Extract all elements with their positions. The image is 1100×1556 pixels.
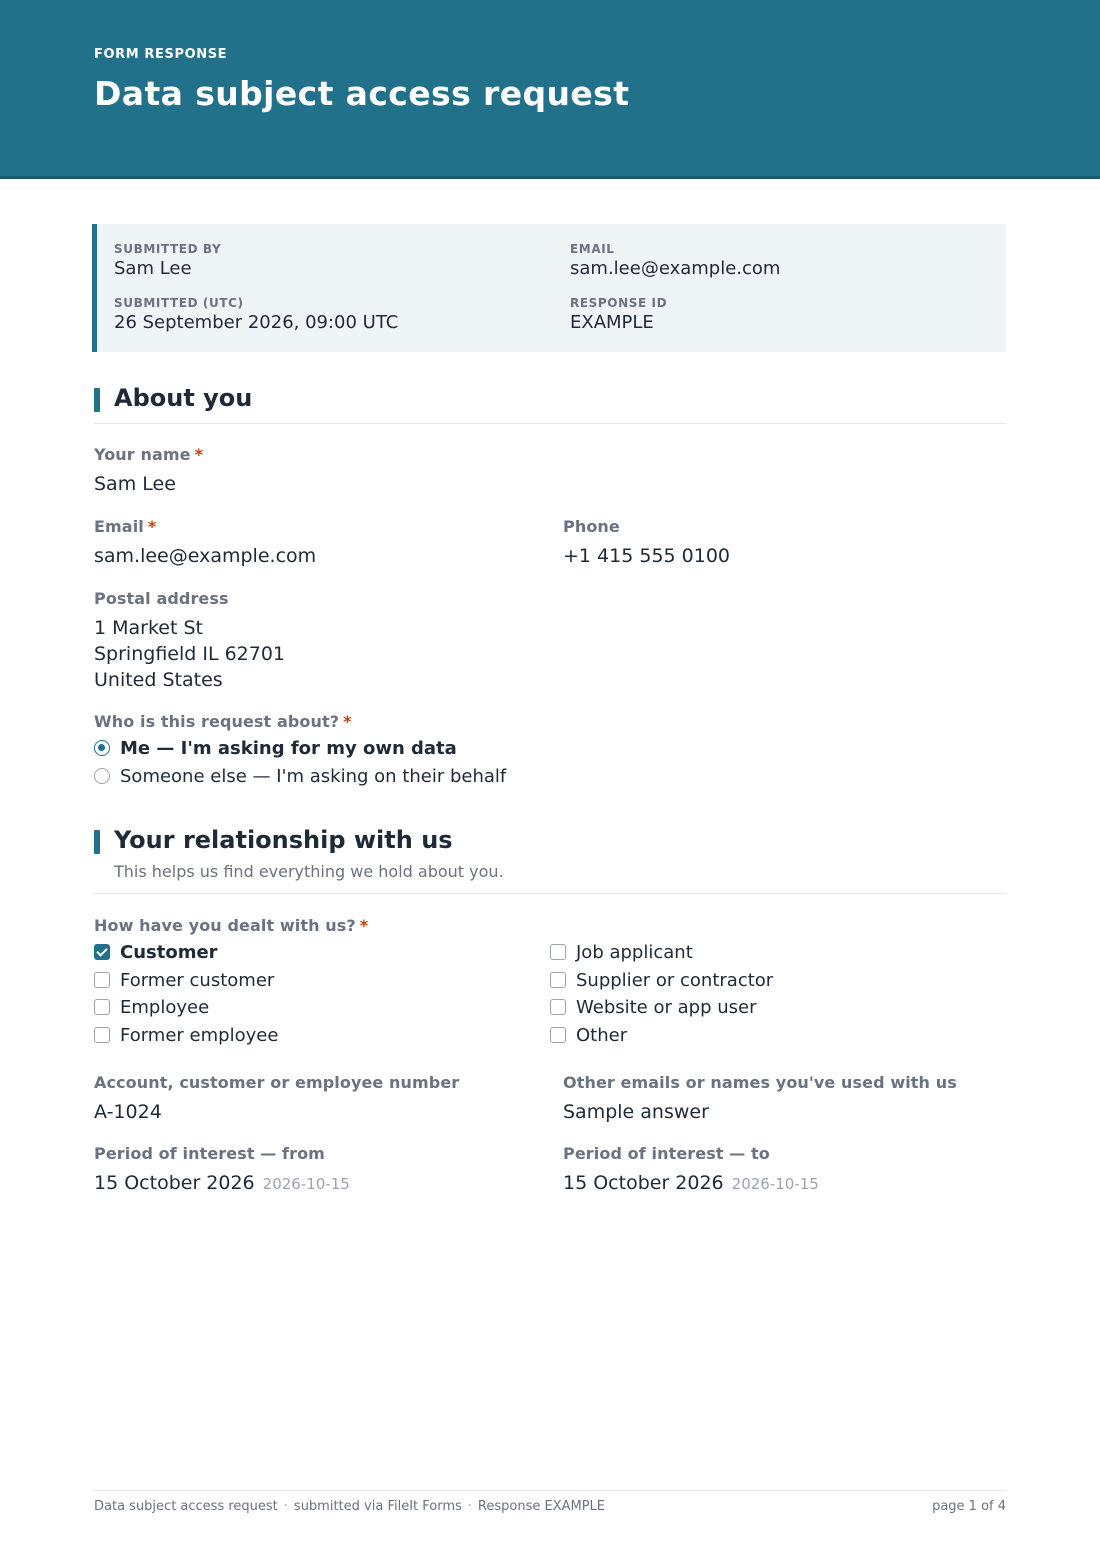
- footer-info: [94, 1499, 605, 1514]
- checkbox-other[interactable]: [550, 1023, 627, 1047]
- checkbox-unchecked-icon: [550, 972, 566, 988]
- address-line: Springfield IL 62701: [94, 643, 286, 665]
- footer-via: submitted via FileIt Forms: [293, 1499, 462, 1514]
- date-iso: 2026-10-15: [262, 1175, 350, 1193]
- field-period-from: [94, 1144, 350, 1197]
- field-label: Period of interest — to: [563, 1144, 770, 1163]
- checkbox-label: Former employee: [120, 1024, 279, 1046]
- field-account-number: [94, 1073, 459, 1125]
- meta-submitted-by-value: Sam Lee: [114, 258, 192, 279]
- page-title: Data subject access request: [94, 74, 630, 113]
- checkbox-customer[interactable]: [94, 940, 218, 964]
- footer-separator: ·: [283, 1499, 288, 1514]
- required-mark: *: [147, 517, 157, 536]
- field-label: Phone: [563, 517, 620, 536]
- section-relationship: [94, 828, 1006, 894]
- checkbox-unchecked-icon: [94, 999, 110, 1015]
- field-value: Sample answer: [563, 1101, 709, 1123]
- field-label: Who is this request about? *: [94, 712, 352, 731]
- checkbox-unchecked-icon: [94, 972, 110, 988]
- meta-response-id: [570, 296, 667, 335]
- section-accent-bar: [94, 388, 100, 412]
- meta-submitted-by-label: SUBMITTED BY: [114, 242, 222, 256]
- field-phone: [563, 517, 730, 569]
- field-other-names: [563, 1073, 957, 1125]
- checkbox-unchecked-icon: [94, 1027, 110, 1043]
- required-mark: *: [359, 916, 369, 935]
- field-value: +1 415 555 0100: [563, 545, 731, 567]
- page-header: [0, 0, 1100, 179]
- field-value: A-1024: [94, 1101, 162, 1123]
- field-value: sam.lee@example.com: [94, 545, 317, 567]
- checkbox-unchecked-icon: [550, 999, 566, 1015]
- field-label: Period of interest — from: [94, 1144, 325, 1163]
- checkbox-employee[interactable]: [94, 995, 209, 1019]
- meta-submitted-utc-label: SUBMITTED (UTC): [114, 296, 244, 310]
- field-label: Your name *: [94, 445, 204, 464]
- meta-response-id-value: EXAMPLE: [570, 312, 654, 333]
- field-label: Other emails or names you've used with us: [563, 1073, 957, 1092]
- field-value: [94, 1170, 350, 1197]
- checkbox-label: Customer: [120, 941, 218, 963]
- section-accent-bar: [94, 830, 100, 854]
- field-label: Email *: [94, 517, 157, 536]
- radio-option-label: Me — I'm asking for my own data: [120, 737, 457, 759]
- section-description: This helps us find everything we hold about you.: [114, 862, 504, 881]
- meta-submitted-by: [114, 242, 221, 281]
- checkbox-label: Other: [576, 1024, 628, 1046]
- checkbox-former-customer[interactable]: [94, 968, 274, 992]
- checkbox-unchecked-icon: [550, 1027, 566, 1043]
- checkbox-label: Former customer: [120, 969, 275, 991]
- required-mark: *: [194, 445, 204, 464]
- meta-email: [570, 242, 780, 281]
- checkbox-label: Supplier or contractor: [576, 969, 774, 991]
- checkbox-label: Job applicant: [576, 941, 693, 963]
- footer-doc-title: Data subject access request: [94, 1499, 278, 1514]
- address-line: 1 Market St: [94, 617, 203, 639]
- radio-option-label: Someone else — I'm asking on their behalf: [120, 765, 507, 787]
- field-how-dealt: [94, 916, 368, 936]
- meta-submitted-utc-value: 26 September 2026, 09:00 UTC: [114, 312, 399, 333]
- field-who-request-about: [94, 712, 352, 732]
- meta-submitted-utc: [114, 296, 398, 335]
- field-value: Sam Lee: [94, 473, 176, 495]
- form-response-kicker: FORM RESPONSE: [94, 47, 228, 62]
- date-long: 15 October 2026: [94, 1172, 255, 1194]
- checkbox-former-employee[interactable]: [94, 1023, 278, 1047]
- field-label: How have you dealt with us? *: [94, 916, 369, 935]
- date-iso: 2026-10-15: [731, 1175, 819, 1193]
- section-title: About you: [114, 384, 253, 412]
- submission-meta-panel: [92, 224, 1006, 352]
- checkbox-supplier-contractor[interactable]: [550, 968, 773, 992]
- section-title: Your relationship with us: [114, 826, 453, 854]
- field-email: [94, 517, 316, 569]
- meta-email-value: sam.lee@example.com: [570, 258, 781, 279]
- date-long: 15 October 2026: [563, 1172, 724, 1194]
- checkbox-label: Employee: [120, 996, 210, 1018]
- field-period-to: [563, 1144, 819, 1197]
- radio-option-me[interactable]: [94, 736, 457, 760]
- field-label: Account, customer or employee number: [94, 1073, 460, 1092]
- radio-option-someone-else[interactable]: [94, 764, 506, 788]
- footer-response: Response EXAMPLE: [477, 1499, 606, 1514]
- checkbox-unchecked-icon: [550, 944, 566, 960]
- footer-separator: ·: [467, 1499, 472, 1514]
- checkbox-checked-icon: [94, 944, 110, 960]
- checkbox-website-app-user[interactable]: [550, 995, 756, 1019]
- checkbox-label: Website or app user: [576, 996, 757, 1018]
- page-footer: [94, 1490, 1006, 1514]
- field-your-name: [94, 445, 203, 497]
- radio-selected-icon: [94, 740, 110, 756]
- radio-unselected-icon: [94, 768, 110, 784]
- required-mark: *: [343, 712, 352, 731]
- field-label: Postal address: [94, 589, 229, 608]
- field-postal-address: [94, 589, 285, 693]
- checkbox-job-applicant[interactable]: [550, 940, 693, 964]
- section-about-you: [94, 386, 1006, 424]
- meta-email-label: EMAIL: [570, 242, 615, 256]
- footer-page-number: page 1 of 4: [932, 1499, 1006, 1514]
- meta-response-id-label: RESPONSE ID: [570, 296, 668, 310]
- field-value: [563, 1170, 819, 1197]
- address-line: United States: [94, 669, 223, 691]
